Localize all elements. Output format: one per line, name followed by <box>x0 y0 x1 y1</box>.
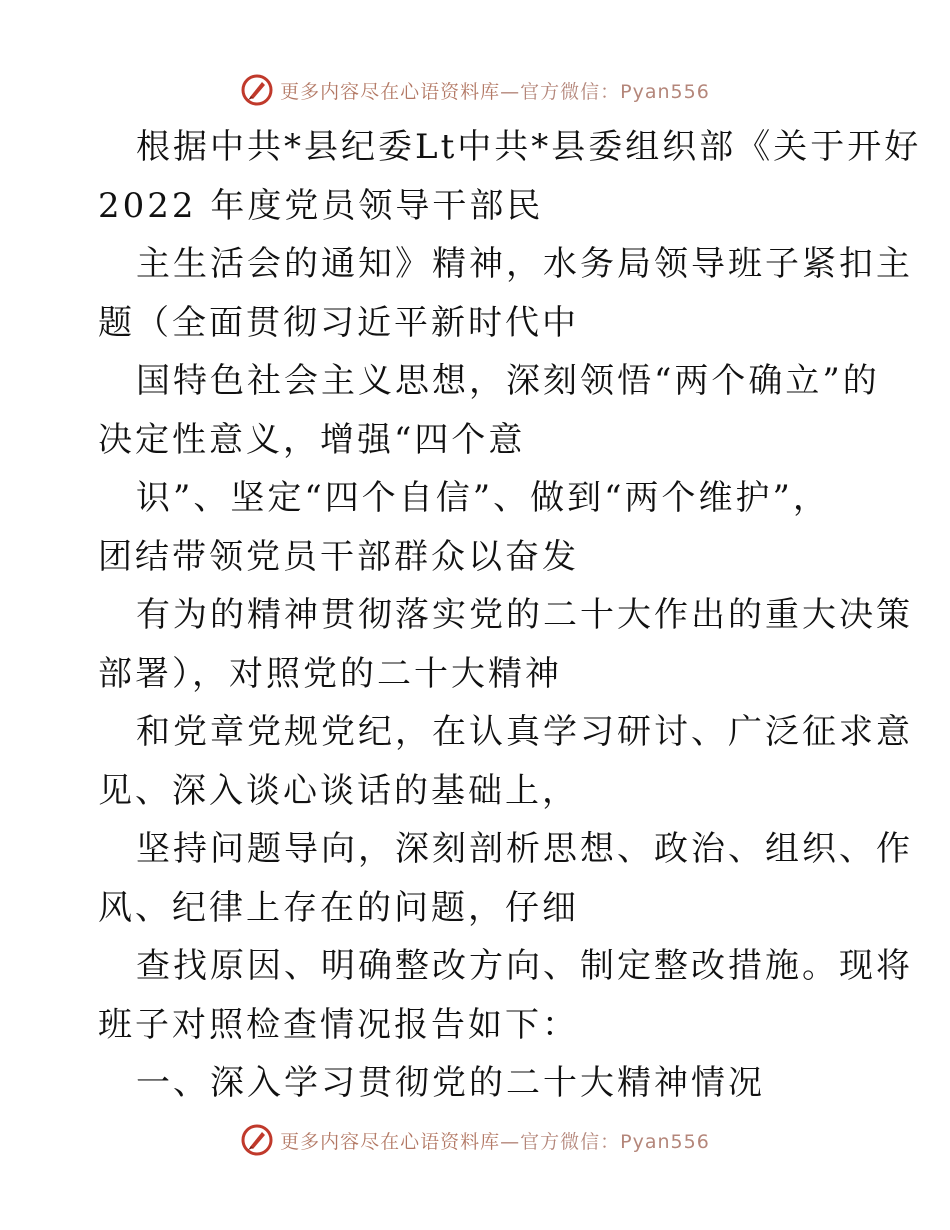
text-line: 见、深入谈心谈话的基础上， <box>98 770 579 811</box>
section-heading: 一、深入学习贯彻党的二十大精神情况 <box>136 1063 765 1103</box>
watermark-text: 更多内容尽在心语资料库 <box>280 80 501 103</box>
text-line: 班子对照检查情况报告如下： <box>98 1004 579 1045</box>
header-watermark <box>0 70 950 110</box>
text-line: 题（全面贯彻习近平新时代中 <box>98 302 579 343</box>
text-line: 查找原因、明确整改方向、制定整改措施。现将 <box>136 946 913 986</box>
text-line: 决定性意义，增强“四个意 <box>98 419 526 460</box>
watermark-suffix: —官方微信：Pyan556 <box>500 80 710 103</box>
text-line: 识”、坚定“四个自信”、做到“两个维护”， <box>136 478 830 518</box>
document-body <box>98 118 922 1113</box>
text-line: 团结带领党员干部群众以奋发 <box>98 536 579 577</box>
text-line: 有为的精神贯彻落实党的二十大作出的重大决策 <box>136 595 913 635</box>
text-line: 和党章党规党纪，在认真学习研讨、广泛征求意 <box>136 712 913 752</box>
text-line: 2022 年度党员领导干部民 <box>98 185 544 226</box>
text-line: 部署），对照党的二十大精神 <box>98 653 562 694</box>
text-line: 风、纪律上存在的问题，仔细 <box>98 887 579 928</box>
text-line: 国特色社会主义思想，深刻领悟“两个确立”的 <box>136 361 880 401</box>
text-line: 根据中共*县纪委Lt中共*县委组织部《关于开好 <box>136 127 922 167</box>
watermark-text: 更多内容尽在心语资料库 <box>280 1130 501 1153</box>
watermark-suffix: —官方微信：Pyan556 <box>500 1130 710 1153</box>
text-line: 主生活会的通知》精神，水务局领导班子紧扣主 <box>136 244 913 284</box>
footer-watermark <box>0 1120 950 1160</box>
text-line: 坚持问题导向，深刻剖析思想、政治、组织、作 <box>136 829 913 869</box>
pen-logo-icon <box>240 73 274 107</box>
pen-logo-icon <box>240 1123 274 1157</box>
